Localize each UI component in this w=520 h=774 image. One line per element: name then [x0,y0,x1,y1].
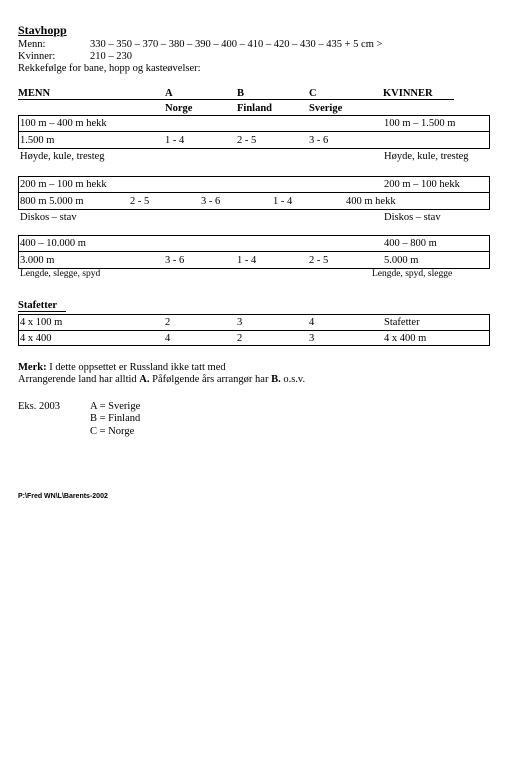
relay-title-underline [18,311,66,312]
header-kvinner: KVINNER [383,88,433,99]
relay-row1-c: 4 [309,317,315,328]
block1-left-event: 100 m – 400 m hekk [20,118,107,129]
example-b: B = Finland [90,413,141,424]
note-label: Merk: [18,362,47,373]
relay-divider [18,330,490,331]
example-a: A = Sverige [90,401,141,412]
block2-field-left: Diskos – stav [20,212,77,223]
block1-a-heats: 1 - 4 [165,135,185,146]
example-label: Eks. 2003 [18,401,60,412]
header-c-country: Sverige [309,103,343,114]
block1-field-left: Høyde, kule, tresteg [20,151,105,162]
header-a: A [165,88,173,99]
note-line-1-text: I dette oppsettet er Russland ikke tatt med [46,362,226,373]
note-line-2-mid: Påfølgende års arrangør har [149,374,272,385]
header-underline [18,99,454,100]
block3-c-heats: 2 - 5 [309,255,329,266]
block1-row2-event: 1.500 m [20,135,55,146]
relay-row1-b: 3 [237,317,243,328]
block3-field-left: Lengde, slegge, spyd [20,269,101,279]
page-title: Stavhopp [18,23,67,37]
relay-row2-c: 3 [309,333,315,344]
note-line-2-b: B. [271,374,281,385]
block3-row2-right: 5.000 m [384,255,419,266]
relay-row1-right: Stafetter [384,317,420,328]
block3-b-heats: 1 - 4 [237,255,257,266]
header-a-country: Norge [165,103,193,114]
menn-heights-label: Menn: [18,39,46,50]
block3-divider [18,251,490,252]
footer-path: P:\Fred WN\L\Barents-2002 [18,493,108,500]
note-line-1 [18,362,226,374]
note-line-2-pre: Arrangerende land har alltid [18,374,140,385]
block3-left-event: 400 – 10.000 m [20,238,86,249]
block3-field-right: Lengde, spyd, slegge [372,269,453,279]
example-c: C = Norge [90,426,135,437]
relay-row1-event: 4 x 100 m [20,317,63,328]
header-c: C [309,88,317,99]
block2-field-right: Diskos – stav [384,212,441,223]
block2-b-heats: 3 - 6 [201,196,221,207]
note-line-2-post: o.s.v. [280,374,306,385]
block3-a-heats: 3 - 6 [165,255,185,266]
note-line-2 [18,374,305,386]
relay-row2-a: 4 [165,333,171,344]
relay-row1-a: 2 [165,317,171,328]
block1-divider [18,131,490,132]
block2-divider [18,192,490,193]
block3-right-event: 400 – 800 m [384,238,437,249]
block2-right-event: 200 m – 100 hekk [384,179,460,190]
block1-field-right: Høyde, kule, tresteg [384,151,469,162]
block3-row2-event: 3.000 m [20,255,55,266]
relay-row2-b: 2 [237,333,243,344]
relay-row2-event: 4 x 400 [20,333,52,344]
block2-left-event: 200 m – 100 m hekk [20,179,107,190]
order-note: Rekkefølge for bane, hopp og kasteøvelser: [18,63,201,74]
block2-a-heats: 2 - 5 [130,196,150,207]
block1-b-heats: 2 - 5 [237,135,257,146]
relay-row2-right: 4 x 400 m [384,333,427,344]
block1-c-heats: 3 - 6 [309,135,329,146]
header-b-country: Finland [237,103,273,114]
kvinner-heights-values: 210 – 230 [90,51,132,62]
header-b: B [237,88,245,99]
kvinner-heights-label: Kvinner: [18,51,56,62]
note-line-2-a: A. [139,374,150,385]
block2-row2-right: 400 m hekk [346,196,396,207]
block1-right-event: 100 m – 1.500 m [384,118,456,129]
block2-c-heats: 1 - 4 [273,196,293,207]
header-menn: MENN [18,88,51,99]
relay-title: Stafetter [18,300,58,311]
menn-heights-values: 330 – 350 – 370 – 380 – 390 – 400 – 410 – 420 – 430 – 435 + 5 cm > [90,39,383,50]
block2-row2-event: 800 m 5.000 m [20,196,84,207]
